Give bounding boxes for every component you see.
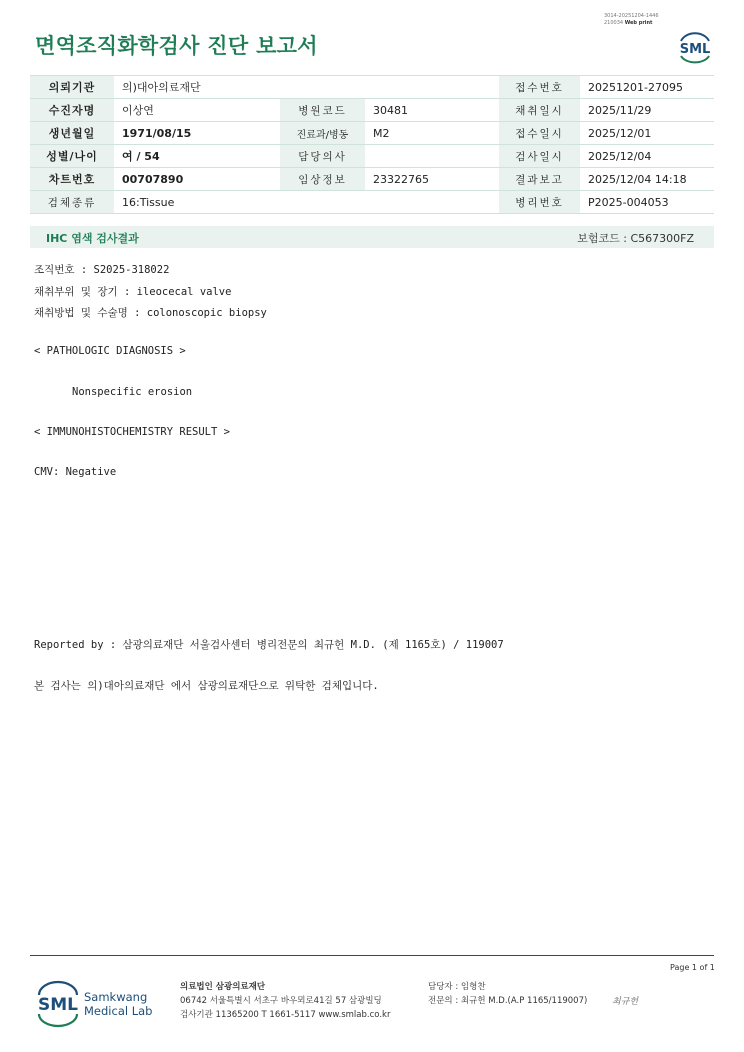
value-pathology-number: P2025-004053 [580,191,714,214]
label-pathology-number: 병리번호 [499,191,580,214]
value-clinical-info: 23322765 [365,168,499,191]
empty-cell [365,76,499,99]
table-row [30,99,714,122]
organization-name: 의료법인 삼광의료재단 [180,982,266,992]
table-row [30,145,714,168]
label-chart-number: 차트번호 [30,168,114,191]
value-collection-date: 2025/11/29 [580,99,714,122]
label-department: 진료과/병동 [280,122,365,145]
specialist-label: 전문의 : [428,996,461,1006]
organization-info [180,980,390,1022]
label-clinical-info: 임상정보 [280,168,365,191]
label-test-date: 검사일시 [499,145,580,168]
specialist-name: 최규헌 M.D.(A.P 1165/119007) [460,996,588,1006]
patient-info-table [30,75,714,214]
organization-contact: 검사기관 11365200 T 1661-5117 www.smlab.co.kr [180,1010,391,1020]
samkwang-logo-name-2: Medical Lab [84,1004,153,1018]
reported-by: Reported by : 삼광의료재단 서울검사센터 병리전문의 최규헌 M.D. (제 1165호) / 119007 [34,639,504,651]
web-print-label: Web print [624,19,653,26]
tissue-number: 조직번호 : S2025-318022 [34,264,170,276]
samkwang-logo-sml: SML [38,995,78,1015]
specialist-row [428,994,587,1008]
value-specimen-type: 16:Tissue [114,191,280,214]
pathologic-diagnosis-header: < PATHOLOGIC DIAGNOSIS > [34,345,186,357]
staff-label: 담당자 : [428,982,461,992]
table-row [30,191,714,214]
value-requesting-institution: 의)대아의료재단 [114,76,280,99]
value-receipt-number: 20251201-27095 [580,76,714,99]
value-test-date: 2025/12/04 [580,145,714,168]
value-attending-doctor [365,145,499,168]
sml-logo-text: SML [679,42,711,57]
value-department: M2 [365,122,499,145]
value-receipt-date: 2025/12/01 [580,122,714,145]
document-id-line-2 [604,20,659,27]
diagnosis-text: Nonspecific erosion [72,386,193,398]
label-receipt-number: 접수번호 [499,76,580,99]
document-id-code: 210034 [604,19,624,26]
staff-name: 임형찬 [460,982,486,992]
empty-cell [280,76,365,99]
organization-address: 06742 서울특별시 서초구 바우뫼로41길 57 삼광빌딩 [180,996,382,1006]
label-birth-date: 생년월일 [30,122,114,145]
label-result-report: 결과보고 [499,168,580,191]
ihc-result-header: < IMMUNOHISTOCHEMISTRY RESULT > [34,426,230,438]
label-receipt-date: 접수일시 [499,122,580,145]
ihc-section-header [30,226,714,248]
consignment-note: 본 검사는 의)대아의료재단 에서 삼광의료재단으로 위탁한 검체입니다. [34,680,379,692]
label-requesting-institution: 의뢰기관 [30,76,114,99]
empty-cell [365,191,499,214]
collection-method: 채취방법 및 수술명 : colonoscopic biopsy [34,307,267,319]
ihc-section-title: IHC 염색 검사결과 [46,232,139,245]
value-patient-name: 이상연 [114,99,280,122]
label-attending-doctor: 담당의사 [280,145,365,168]
label-patient-name: 수진자명 [30,99,114,122]
samkwang-logo-name-1: Samkwang [84,990,148,1004]
staff-info [428,980,587,1008]
value-birth-date: 1971/08/15 [114,122,280,145]
sml-logo-icon [676,28,714,64]
samkwang-logo-icon [36,980,166,1028]
table-row [30,122,714,145]
staff-row [428,980,587,994]
label-hospital-code: 병원코드 [280,99,365,122]
footer-divider [30,955,714,956]
label-specimen-type: 검체종류 [30,191,114,214]
signature: 최규헌 [612,997,639,1007]
label-collection-date: 채취일시 [499,99,580,122]
value-sex-age: 여 / 54 [114,145,280,168]
value-hospital-code: 30481 [365,99,499,122]
table-row [30,76,714,99]
collection-site: 채취부위 및 장기 : ileocecal valve [34,286,232,298]
insurance-code: 보험코드 : C567300FZ [577,232,694,245]
value-result-report: 2025/12/04 14:18 [580,168,714,191]
page-number: Page 1 of 1 [670,963,715,972]
page-title: 면역조직화학검사 진단 보고서 [35,34,318,58]
document-id [604,13,659,26]
empty-cell [280,191,365,214]
document-id-line: 3014-20251204-1446 [604,13,659,19]
ihc-result-text: CMV: Negative [34,466,117,478]
table-row [30,168,714,191]
label-sex-age: 성별/나이 [30,145,114,168]
value-chart-number: 00707890 [114,168,280,191]
